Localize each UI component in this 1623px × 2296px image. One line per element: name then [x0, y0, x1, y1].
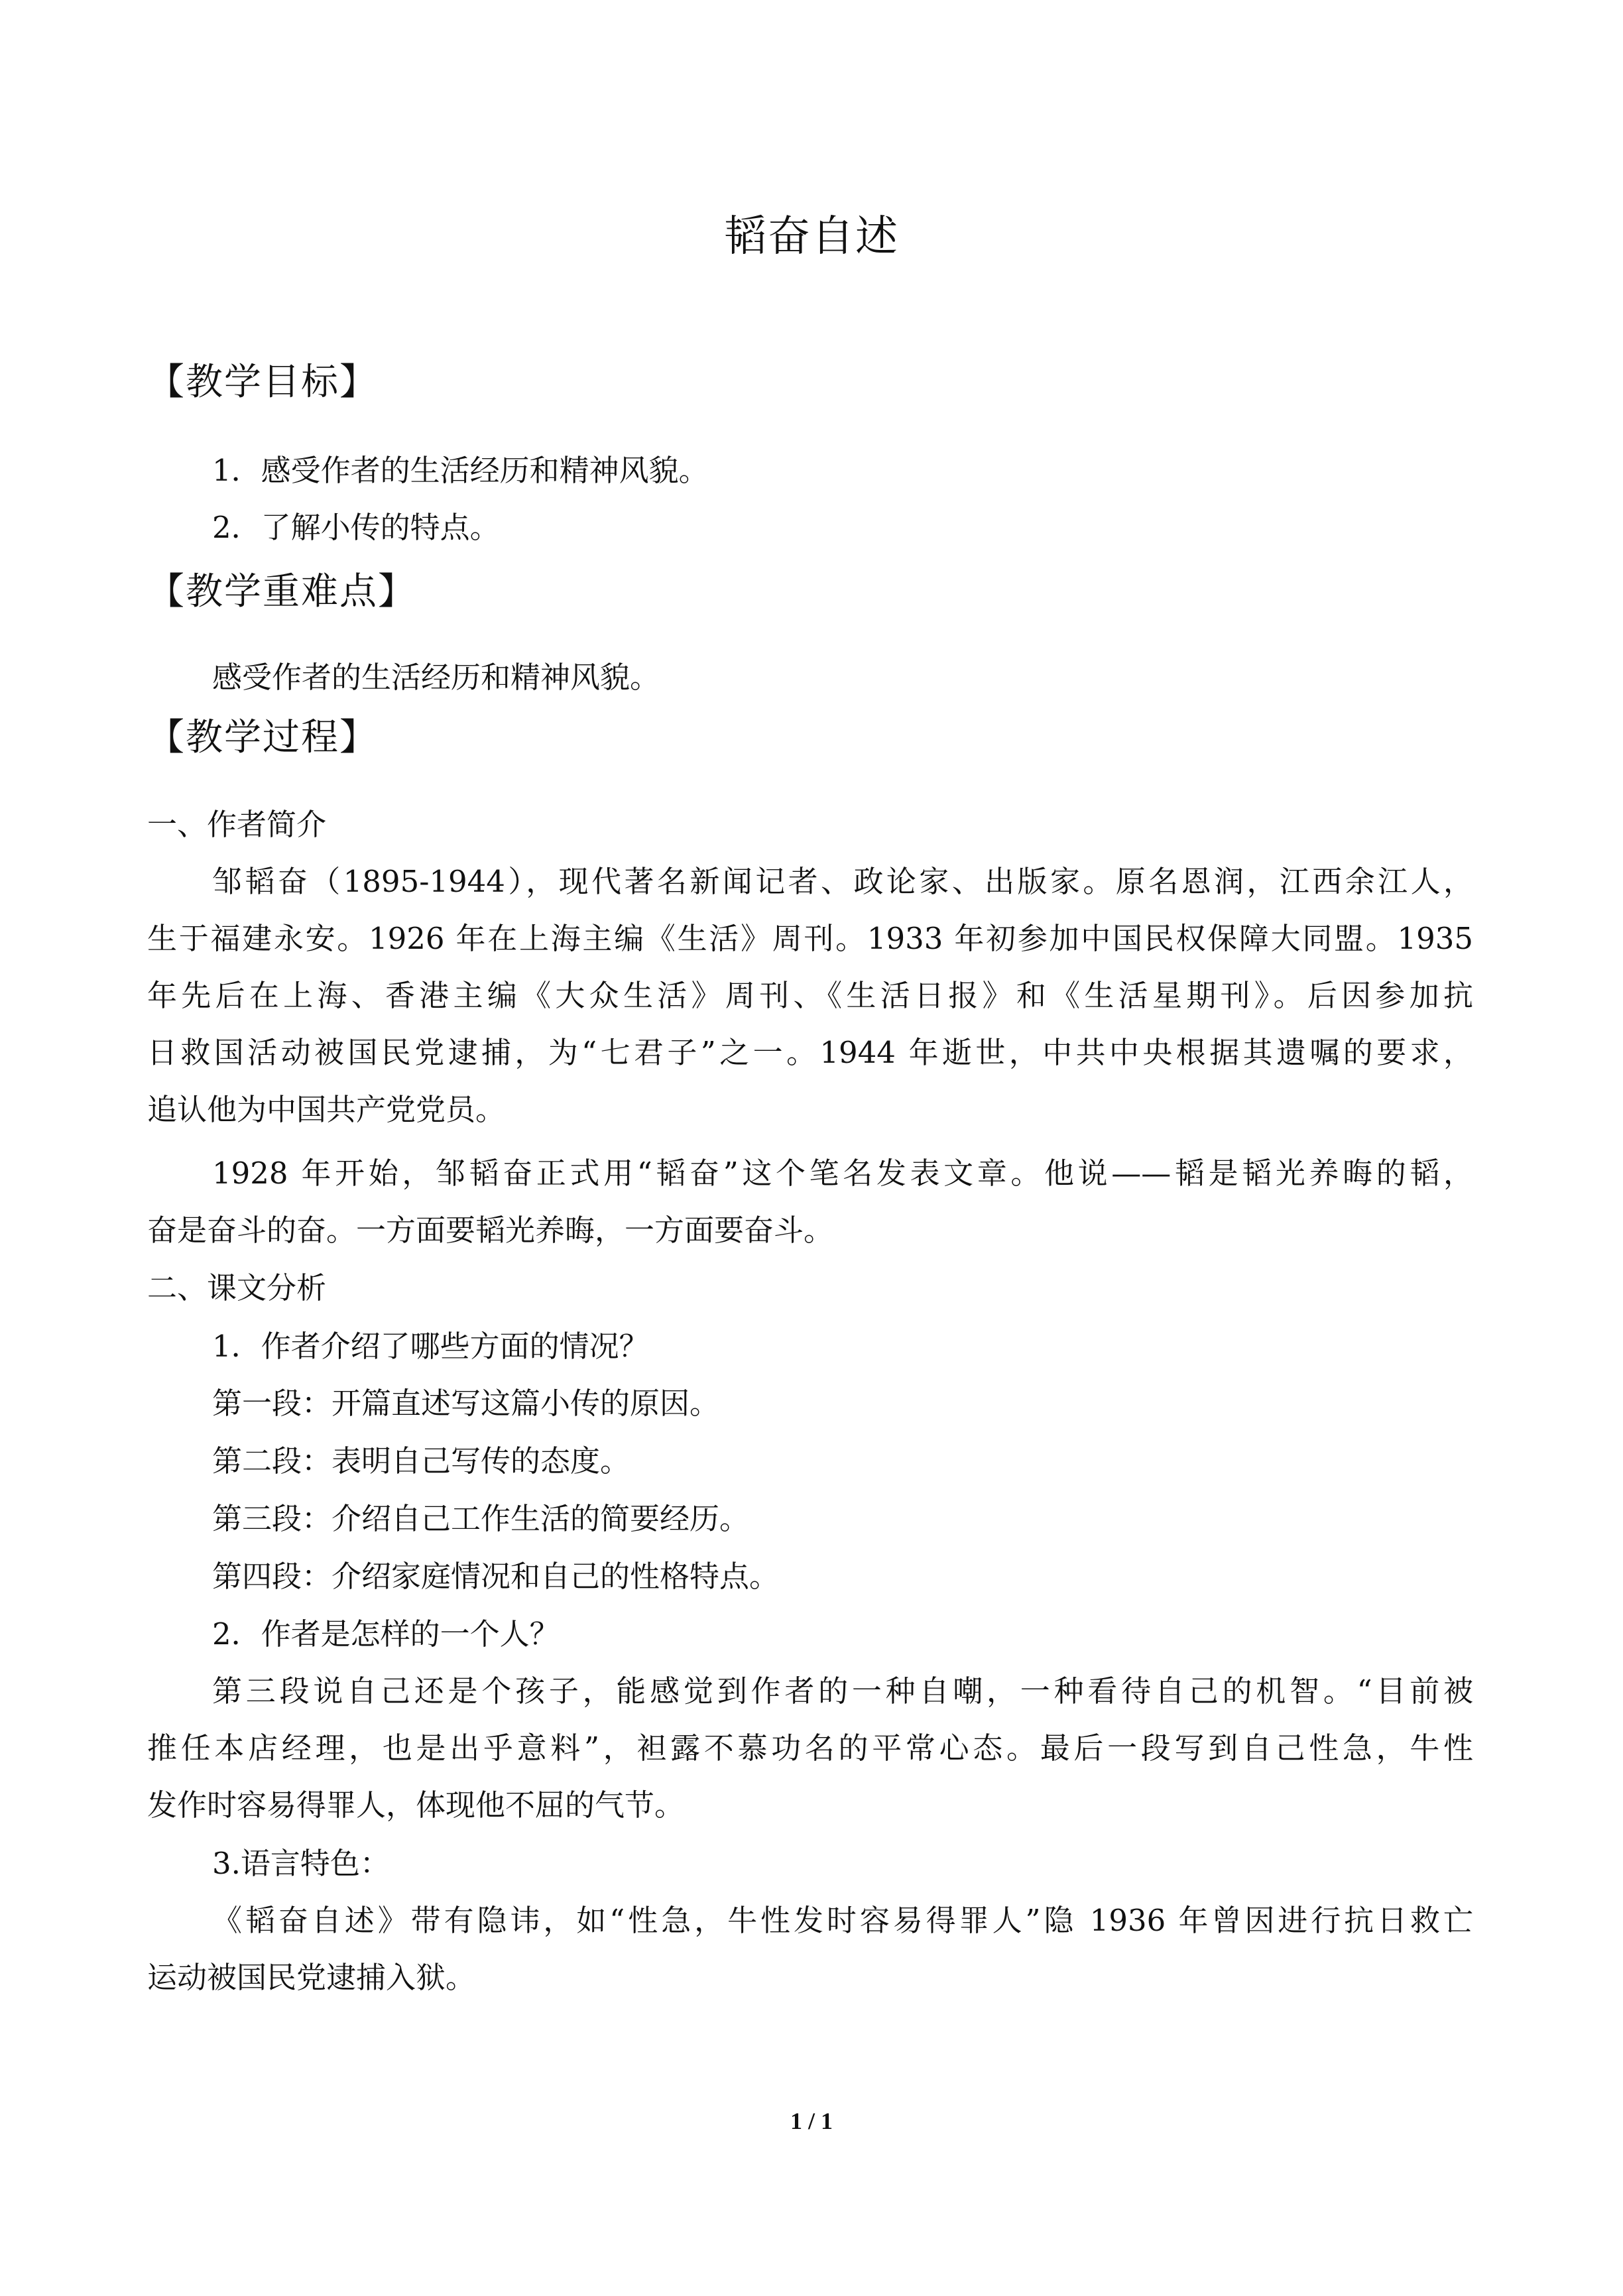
- heading-objectives: 【教学目标】: [147, 361, 378, 404]
- answer-line: 《韬奋自述》带有隐讳，如“性急，牛性发时容易得罪人”隐 1936 年曾因进行抗日救亡: [212, 1903, 1473, 1938]
- question-line: 1．作者介绍了哪些方面的情况？: [212, 1329, 649, 1364]
- answer-line: 第三段说自己还是个孩子，能感觉到作者的一种自嘲，一种看待自己的机智。“目前被: [212, 1673, 1473, 1709]
- answer-line: 运动被国民党逮捕入狱。: [147, 1960, 476, 1995]
- objective-item: 1．感受作者的生活经历和精神风貌。: [212, 453, 709, 488]
- paragraph-line: 邹韬奋（1895-1944），现代著名新闻记者、政论家、出版家。原名恩润，江西余江人，: [212, 864, 1473, 899]
- answer-line: 推任本店经理，也是出乎意料”，袒露不慕功名的平常心态。最后一段写到自己性急，牛性: [147, 1730, 1473, 1766]
- paragraph-line: 年先后在上海、香港主编《大众生活》周刊、《生活日报》和《生活星期刊》。后因参加抗: [147, 978, 1473, 1013]
- heading-process: 【教学过程】: [147, 716, 378, 759]
- paragraph-line: 追认他为中国共产党党员。: [147, 1092, 506, 1127]
- answer-line: 第一段：开篇直述写这篇小传的原因。: [212, 1386, 720, 1421]
- answer-line: 第四段：介绍家庭情况和自己的性格特点。: [212, 1559, 780, 1594]
- question-line: 3.语言特色：: [212, 1846, 390, 1881]
- answer-line: 第二段：表明自己写传的态度。: [212, 1443, 631, 1479]
- page-number: 1 / 1: [790, 2108, 833, 2134]
- heading-key-points: 【教学重难点】: [147, 570, 416, 613]
- section-heading-author: 一、作者简介: [147, 807, 327, 842]
- answer-line: 第三段：介绍自己工作生活的简要经历。: [212, 1501, 750, 1536]
- section-heading-analysis: 二、课文分析: [147, 1270, 327, 1305]
- paragraph-line: 生于福建永安。1926 年在上海主编《生活》周刊。1933 年初参加中国民权保障大同盟。1935: [147, 921, 1473, 956]
- paragraph-line: 奋是奋斗的奋。一方面要韬光养晦，一方面要奋斗。: [147, 1213, 834, 1248]
- question-line: 2．作者是怎样的一个人？: [212, 1616, 560, 1652]
- document-title: 韬奋自述: [724, 212, 899, 261]
- paragraph-line: 日救国活动被国民党逮捕，为“七君子”之一。1944 年逝世，中共中央根据其遗嘱的要求，: [147, 1035, 1473, 1070]
- key-points-text: 感受作者的生活经历和精神风貌。: [212, 660, 660, 695]
- objective-item: 2．了解小传的特点。: [212, 510, 500, 545]
- answer-line: 发作时容易得罪人，体现他不屈的气节。: [147, 1787, 685, 1823]
- paragraph-line: 1928 年开始，邹韬奋正式用“韬奋”这个笔名发表文章。他说——韬是韬光养晦的韬，: [212, 1156, 1473, 1191]
